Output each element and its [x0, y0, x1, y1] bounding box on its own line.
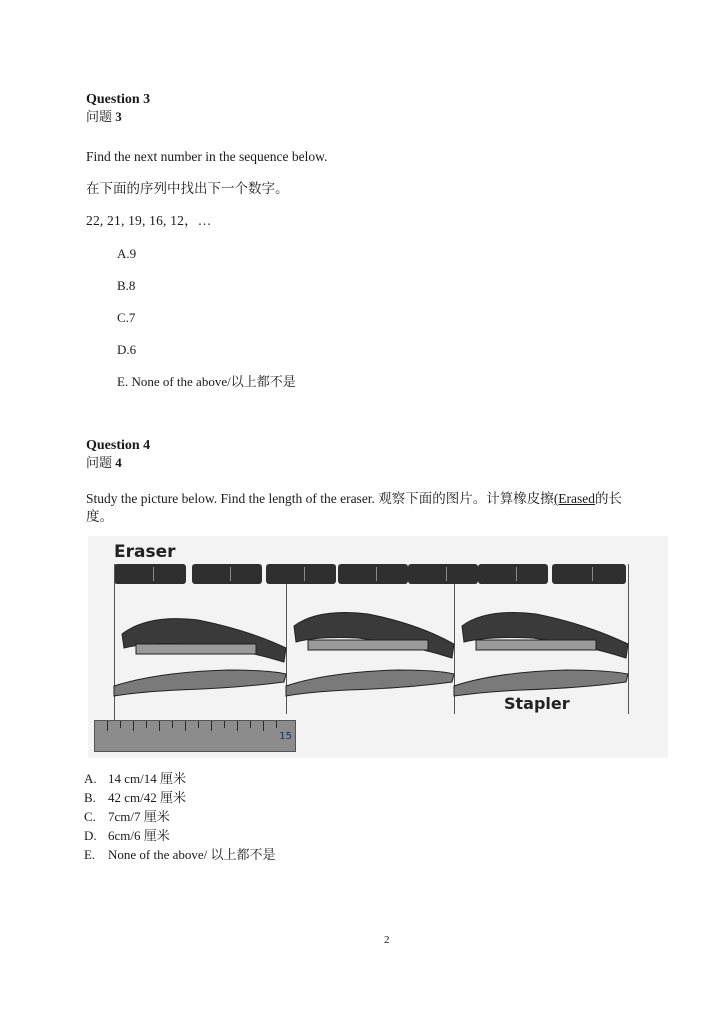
question-4-prompt [86, 490, 676, 526]
question-3-prompt-en: Find the next number in the sequence below. [86, 149, 328, 164]
option-b-letter: B. [84, 790, 96, 805]
option-d-letter: D. [84, 828, 97, 843]
question-4-title: Question 4 [86, 438, 151, 453]
stapler-2 [286, 613, 454, 697]
question-4-prompt-tail: 的长 [595, 491, 623, 506]
question-4-subtitle-num: 4 [115, 455, 122, 470]
page-number: 2 [384, 934, 390, 946]
question-4-prompt-text: Study the picture below. Find the length of the eraser. 观察下面的图片。计算橡皮擦 [86, 491, 554, 506]
figure-label-eraser: Eraser [114, 542, 176, 562]
question-4-option-c[interactable] [84, 808, 170, 826]
ruler-end-label: 15 [279, 731, 292, 742]
figure-label-stapler: Stapler [504, 694, 570, 713]
question-3-title: Question 3 [86, 92, 151, 107]
question-3-subtitle-cn: 问题 [86, 109, 113, 124]
question-4-subtitle [86, 454, 122, 471]
option-d-text: 6cm/6 厘米 [108, 828, 170, 843]
stapler-3 [454, 613, 628, 697]
option-c-text: 7cm/7 厘米 [108, 809, 170, 824]
option-e-letter: E. [84, 847, 96, 862]
option-a-text: 14 cm/14 厘米 [108, 771, 186, 786]
eraser-stapler-figure [88, 536, 668, 758]
stapler-1 [114, 619, 286, 696]
question-3-sequence: 22, 21, 19, 16, 12，… [86, 213, 212, 228]
ruler [94, 720, 296, 752]
question-4-option-e[interactable] [84, 846, 276, 864]
option-a-letter: A. [84, 771, 97, 786]
question-3-option-a[interactable]: A.9 [117, 246, 137, 261]
option-c-letter: C. [84, 809, 96, 824]
question-3-subtitle [86, 108, 122, 125]
question-3-option-d[interactable]: D.6 [117, 342, 137, 357]
question-3-prompt-cn: 在下面的序列中找出下一个数字。 [86, 181, 289, 196]
question-4-option-a[interactable] [84, 770, 186, 788]
question-4-option-d[interactable] [84, 827, 170, 845]
question-4-option-b[interactable] [84, 789, 186, 807]
question-3-subtitle-num: 3 [115, 109, 122, 124]
question-4-subtitle-cn: 问题 [86, 455, 113, 470]
option-b-text: 42 cm/42 厘米 [108, 790, 186, 805]
question-3-option-c[interactable]: C.7 [117, 310, 136, 325]
option-e-text: None of the above/ 以上都不是 [108, 847, 276, 862]
question-3-option-b[interactable]: B.8 [117, 278, 136, 293]
question-4-prompt-line1 [86, 490, 676, 508]
question-3-option-e[interactable]: E. None of the above/以上都不是 [117, 374, 296, 389]
question-4-prompt-erased: (Erased [553, 491, 596, 506]
question-4-prompt-line2: 度。 [86, 509, 113, 524]
